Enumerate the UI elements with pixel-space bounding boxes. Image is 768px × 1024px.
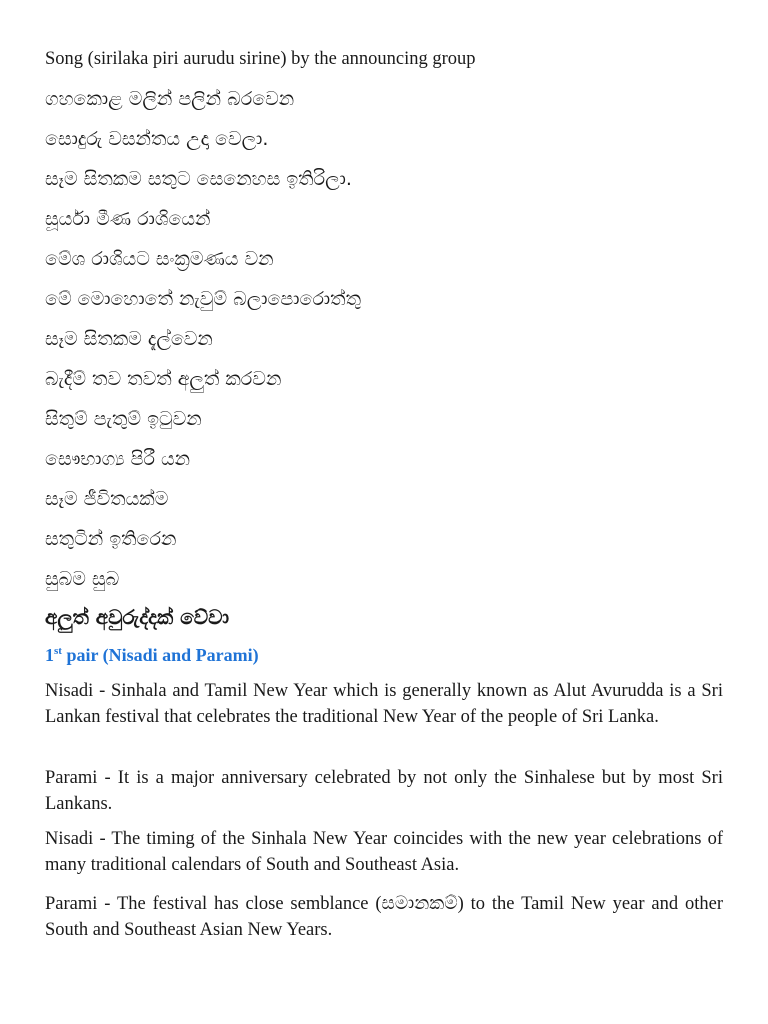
song-heading: Song (sirilaka piri aurudu sirine) by the announcing group	[45, 49, 476, 69]
pair-title	[45, 642, 259, 668]
song-line: සෑම ජීවිතයක්ම	[45, 488, 169, 510]
song-line: ගහකොළ මලින් පලින් බරවෙන	[45, 88, 295, 110]
song-lyrics	[45, 85, 361, 605]
song-line: සෑම සිතකම සතුට සෙනෙහස ඉතිරිලා.	[45, 168, 352, 190]
song-line: සූර්යා මීණ රාශියෙන්	[45, 208, 211, 230]
dialogue-paragraph: Parami - It is a major anniversary celebrated by not only the Sinhalese but by most Sri Lankans.	[45, 768, 723, 814]
dialogue-paragraph: Parami - The festival has close semblance (සමානකම්) to the Tamil New year and other South and Southeast Asian New Years.	[45, 894, 723, 940]
song-line: මේශ රාශියට සංක්‍රමණය වන	[45, 248, 274, 270]
song-line: සොදුරු වසන්තය උදා වෙලා.	[45, 128, 269, 150]
song-line: සතුටින් ඉතිරෙන	[45, 528, 177, 550]
song-line: මේ මොහොතේ නැවුම් බලාපොරොත්තු	[45, 288, 362, 310]
pair-title-text: pair (Nisadi and Parami)	[61, 645, 259, 665]
dialogue-paragraph: Nisadi - The timing of the Sinhala New Year coincides with the new year celebrations of many traditional calendars of South and Southeast Asia.	[45, 829, 723, 875]
song-line: සෑම සිතකම දැල්වෙන	[45, 328, 213, 350]
dialogue-paragraph: Nisadi - Sinhala and Tamil New Year which is generally known as Alut Avurudda is a Sri Lankan festival that celebrates the traditional New Year of the people of Sri Lanka.	[45, 681, 723, 727]
song-line: සුබම සුබ	[45, 568, 120, 590]
song-line: සෞභාග්‍ය පිරී යන	[45, 448, 191, 470]
song-line: සිතුම් පැතුම් ඉටුවන	[45, 408, 202, 430]
new-year-greeting: අලුත් අවුරුද්දක් වේවා	[45, 605, 230, 629]
pair-ordinal-number: 1	[45, 645, 54, 665]
song-line: බැදීම් තව තවත් අලුත් කරවන	[45, 368, 282, 390]
pair-ordinal-suffix: st	[54, 645, 62, 657]
